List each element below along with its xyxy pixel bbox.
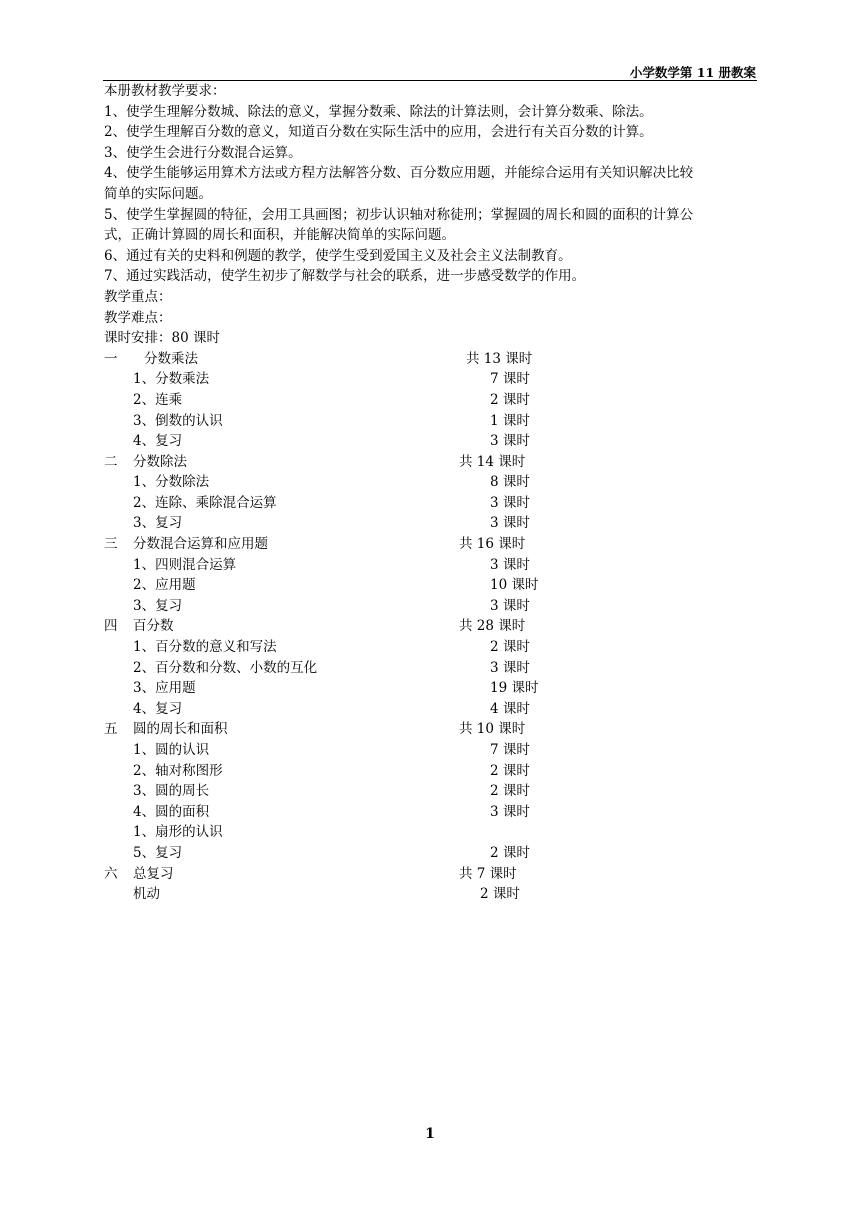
unit-title: 圆的周长和面积: [133, 721, 228, 738]
lesson-hours: 3 课时: [490, 597, 530, 614]
lesson-row: [104, 781, 758, 802]
requirement-item: 4、使学生能够运用算术方法或方程方法解答分数、百分数应用题，并能综合运用有关知识解决比较: [104, 165, 694, 182]
unit-row: [104, 864, 758, 885]
lesson-row: [104, 472, 758, 493]
unit-number: 六: [104, 865, 118, 882]
lesson-row: [104, 493, 758, 514]
lesson-hours: 1 课时: [490, 412, 530, 429]
lesson-row: [104, 390, 758, 411]
unit-row: [104, 452, 758, 473]
requirement-item: 7、通过实践活动，使学生初步了解数学与社会的联系，进一步感受数学的作用。: [104, 268, 586, 285]
lesson-name: 4、复习: [133, 700, 183, 717]
lesson-hours: 19 课时: [490, 680, 539, 697]
lesson-name: 2、连乘: [133, 391, 183, 408]
requirement-item: 式，正确计算圆的周长和面积，并能解决简单的实际问题。: [104, 227, 455, 244]
requirement-item: 2、使学生理解百分数的意义，知道百分数在实际生活中的应用，会进行有关百分数的计算。: [104, 124, 653, 141]
unit-hours: 共 13 课时: [466, 350, 533, 367]
document-body: [104, 81, 758, 905]
lesson-row: [104, 699, 758, 720]
lesson-hours: 3 课时: [490, 659, 530, 676]
unit-title: 分数除法: [133, 453, 187, 470]
requirement-item: 5、使学生掌握圆的特征，会用工具画图；初步认识轴对称徒刑；掌握圆的周长和圆的面积的计算公: [104, 206, 694, 223]
lesson-hours: 8 课时: [490, 474, 530, 491]
unit-number: 三: [104, 536, 118, 553]
lesson-hours: 7 课时: [490, 371, 530, 388]
lesson-name: 1、分数乘法: [133, 371, 210, 388]
lesson-name: 机动: [133, 886, 160, 903]
lesson-name: 1、百分数的意义和写法: [133, 639, 277, 656]
difficulties-label: 教学难点：: [104, 309, 172, 326]
unit-hours: 共 16 课时: [459, 536, 526, 553]
lesson-name: 3、倒数的认识: [133, 412, 223, 429]
requirement-item: 3、使学生会进行分数混合运算。: [104, 144, 302, 161]
lesson-name: 3、复习: [133, 597, 183, 614]
lesson-hours: 2 课时: [490, 639, 530, 656]
unit-row: [104, 719, 758, 740]
schedule-label: 课时安排：80 课时: [104, 330, 220, 347]
lesson-name: 3、应用题: [133, 680, 196, 697]
page-header: 小学数学第 11 册教案: [629, 65, 756, 80]
unit-number: 一: [104, 350, 118, 367]
lesson-name: 3、圆的周长: [133, 783, 210, 800]
unit-number: 五: [104, 721, 118, 738]
unit-title: 分数乘法: [144, 350, 198, 367]
lesson-name: 3、复习: [133, 515, 183, 532]
lesson-row: [104, 555, 758, 576]
lesson-name: 2、轴对称图形: [133, 762, 223, 779]
key-points-label: 教学重点：: [104, 288, 172, 305]
lesson-row: [104, 411, 758, 432]
lesson-row: [104, 575, 758, 596]
lesson-row: [104, 822, 758, 843]
lesson-hours: 2 课时: [490, 391, 530, 408]
unit-number: 二: [104, 453, 118, 470]
requirements-heading: 本册教材教学要求：: [104, 83, 226, 99]
lesson-row: [104, 369, 758, 390]
lesson-hours: 3 课时: [490, 433, 530, 450]
unit-number: 四: [104, 618, 118, 635]
lesson-hours: 2 课时: [490, 762, 530, 779]
lesson-row: [104, 637, 758, 658]
unit-hours: 共 28 课时: [459, 618, 526, 635]
lesson-hours: 3 课时: [490, 494, 530, 511]
requirement-item: 简单的实际问题。: [104, 185, 212, 202]
lesson-hours: 2 课时: [480, 886, 520, 903]
lesson-row: [104, 658, 758, 679]
lesson-row: [104, 843, 758, 864]
lesson-row: [104, 596, 758, 617]
lesson-row: [104, 884, 758, 905]
lesson-hours: 3 课时: [490, 803, 530, 820]
lesson-name: 1、扇形的认识: [133, 824, 223, 841]
unit-hours: 共 7 课时: [459, 865, 517, 882]
requirement-item: 1、使学生理解分数城、除法的意义，掌握分数乘、除法的计算法则，会计算分数乘、除法。: [104, 103, 653, 120]
lesson-hours: 4 课时: [490, 700, 530, 717]
unit-title: 分数混合运算和应用题: [133, 536, 268, 553]
lesson-name: 2、连除、乘除混合运算: [133, 494, 277, 511]
unit-title: 百分数: [133, 618, 174, 635]
unit-hours: 共 10 课时: [459, 721, 526, 738]
unit-row: [104, 349, 758, 370]
page-number: 1: [425, 1126, 435, 1142]
lesson-row: [104, 431, 758, 452]
lesson-hours: 2 课时: [490, 783, 530, 800]
lesson-name: 1、四则混合运算: [133, 556, 237, 573]
unit-title: 总复习: [133, 865, 174, 882]
lesson-hours: 2 课时: [490, 844, 530, 861]
lesson-row: [104, 678, 758, 699]
unit-row: [104, 616, 758, 637]
lesson-row: [104, 740, 758, 761]
lesson-name: 4、圆的面积: [133, 803, 210, 820]
lesson-name: 4、复习: [133, 433, 183, 450]
lesson-hours: 10 课时: [490, 577, 539, 594]
lesson-name: 1、分数除法: [133, 474, 210, 491]
unit-hours: 共 14 课时: [459, 453, 526, 470]
lesson-hours: 3 课时: [490, 515, 530, 532]
lesson-name: 2、应用题: [133, 577, 196, 594]
requirement-item: 6、通过有关的史料和例题的教学，使学生受到爱国主义及社会主义法制教育。: [104, 247, 572, 264]
lesson-hours: 3 课时: [490, 556, 530, 573]
lesson-row: [104, 513, 758, 534]
unit-row: [104, 534, 758, 555]
lesson-row: [104, 802, 758, 823]
lesson-row: [104, 761, 758, 782]
lesson-name: 1、圆的认识: [133, 742, 210, 758]
lesson-hours: 7 课时: [490, 742, 530, 758]
lesson-name: 2、百分数和分数、小数的互化: [133, 659, 318, 676]
lesson-name: 5、复习: [133, 844, 183, 861]
